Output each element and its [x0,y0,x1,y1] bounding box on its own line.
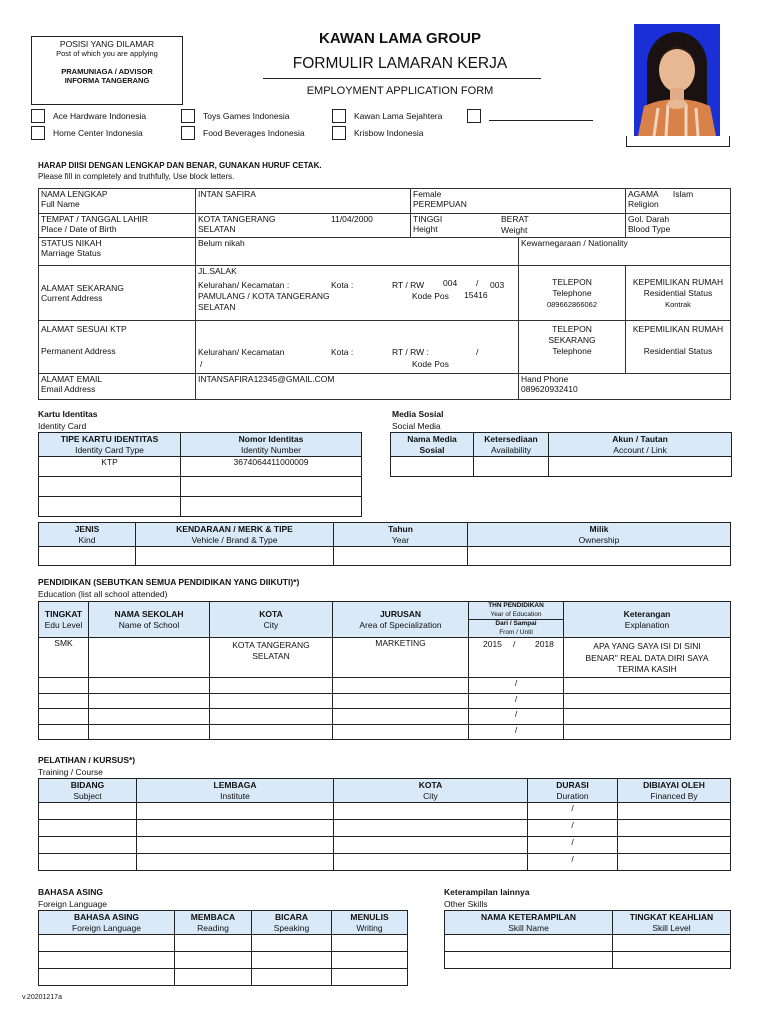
ktp-kota-label: Kota : [331,347,354,357]
phone-label: TELEPON [552,276,592,287]
training-title: PELATIHAN / KURSUS*) [38,755,136,765]
applicant-photo [634,24,720,136]
social-h3: Akun / Tautan [612,433,668,444]
education-table [38,601,731,740]
edu-school[interactable] [89,638,210,678]
company-homecenter: Home Center Indonesia [53,128,143,138]
identity-number[interactable]: 3674064411000009 [181,457,362,477]
edu-h5: THN PENDIDIKAN [488,602,544,609]
marital-value[interactable]: Belum nikah [196,238,519,266]
edu-cell[interactable] [564,724,731,740]
company-toys: Toys Games Indonesia [203,111,290,121]
vehicle-cell[interactable] [136,547,334,566]
identity-cell[interactable] [181,477,362,497]
lang-cell[interactable] [332,935,408,952]
lang-h2: MEMBACA [190,911,236,922]
address-rt[interactable]: 004 [443,278,458,288]
lang-cell[interactable] [39,935,175,952]
ktp-label: ALAMAT SESUAI KTP [41,324,127,334]
religion-label: AGAMA [628,189,659,199]
language-title: BAHASA ASING [38,887,104,897]
train-cell[interactable] [334,803,528,820]
edu-cell[interactable] [39,678,89,694]
lang-h4-en: Writing [356,922,383,933]
edu-until[interactable]: 2018 [535,639,554,649]
edu-cell[interactable] [210,693,333,709]
train-cell[interactable] [137,803,334,820]
ktp-postcode-label: Kode Pos [412,359,449,369]
train-h4: DURASI [556,779,589,790]
edu-cell[interactable] [89,693,210,709]
religion-label-en: Religion [628,199,659,209]
vehicle-cell[interactable] [468,547,731,566]
language-table [38,910,408,986]
position-label: POSISI YANG DILAMAR [59,39,155,49]
social-h1: Nama Media [407,433,457,444]
lang-h2-en: Reading [197,922,229,933]
address-city[interactable]: PAMULANG / KOTA TANGERANG [198,291,330,301]
phone-label-en: Telephone [552,287,592,298]
edu-cell[interactable] [333,709,469,725]
edu-year-sep: / [469,709,564,725]
ktp-phone-label-2: SEKARANG [548,335,596,345]
train-h3: KOTA [418,779,443,790]
name-label-en: Full Name [41,199,80,209]
identity-cell[interactable] [181,497,362,517]
vehicle-h1: JENIS [74,523,100,534]
address-rtrw-label: RT / RW [392,280,425,290]
edu-year-sep: / [513,639,516,649]
edu-cell[interactable] [39,709,89,725]
train-h2: LEMBAGA [213,779,257,790]
edu-major[interactable]: MARKETING [333,638,469,678]
portrait-image [634,24,720,136]
ktp-city-sep: / [200,359,203,369]
hp-label: Hand Phone [521,374,569,384]
address-rw-sep: / [476,278,479,288]
email-label: ALAMAT EMAIL [41,374,103,384]
ktp-label-en: Permanent Address [41,346,116,356]
edu-from[interactable]: 2015 [483,639,502,649]
edu-cell[interactable] [89,678,210,694]
edu-cell[interactable] [210,709,333,725]
edu-cell[interactable] [333,693,469,709]
train-cell[interactable] [618,820,731,837]
address-label: ALAMAT SEKARANG [41,283,124,293]
vehicle-h2-en: Vehicle / Brand & Type [191,534,278,545]
social-table [390,432,732,477]
personal-data-table [38,188,731,400]
name-label: NAMA LENGKAP [41,189,108,199]
position-value-2[interactable]: INFORMA TANGERANG [64,76,150,85]
edu-cell[interactable] [39,693,89,709]
train-cell[interactable] [618,837,731,854]
hp-value[interactable]: 089620932410 [521,384,578,394]
edu-h4: JURUSAN [379,608,422,619]
address-street[interactable]: JL.SALAK [198,266,237,276]
edu-cell[interactable] [564,709,731,725]
birth-date[interactable]: 11/04/2000 [331,214,373,224]
train-h2-en: Institute [220,790,250,801]
edu-note-1[interactable]: APA YANG SAYA ISI DI SINI [593,641,701,651]
phone-value[interactable]: 089662866062 [546,299,598,309]
blood-label-en: Blood Type [628,224,671,234]
vehicle-h4-en: Ownership [578,534,620,545]
photo-frame [626,136,730,147]
edu-cell[interactable] [210,678,333,694]
weight-label-en: Weight [501,225,528,235]
identity-type[interactable]: KTP [39,457,181,477]
skill-h1: NAMA KETERAMPILAN [480,911,577,922]
company-kawan: Kawan Lama Sejahtera [354,111,443,121]
edu-cell[interactable] [89,724,210,740]
language-title-en: Foreign Language [38,899,108,909]
lang-cell[interactable] [39,969,175,986]
training-table [38,778,731,871]
identity-cell[interactable] [39,477,181,497]
skill-cell[interactable] [445,952,613,969]
train-cell[interactable] [618,854,731,871]
train-cell[interactable] [334,820,528,837]
vehicle-h1-en: Kind [78,534,96,545]
identity-cell[interactable] [39,497,181,517]
edu-cell[interactable] [210,724,333,740]
train-cell[interactable] [39,854,137,871]
title-divider [263,78,541,79]
address-postcode-label: Kode Pos [412,291,449,301]
edu-city[interactable]: KOTA TANGERANG [232,640,310,650]
ktp-phone-label-en: Telephone [552,346,592,356]
train-duration-sep: / [528,837,618,854]
edu-year-sep: / [469,693,564,709]
name-value[interactable]: INTAN SAFIRA [196,189,411,214]
lang-cell[interactable] [252,935,332,952]
instruction-en: Please fill in completely and truthfully, Use block letters. [38,172,235,181]
vehicle-h3-en: Year [391,534,410,545]
social-cell[interactable] [391,457,474,477]
train-duration-sep: / [528,854,618,871]
company-ace: Ace Hardware Indonesia [53,111,147,121]
train-cell[interactable] [39,803,137,820]
ktp-rtrw-label: RT / RW : [392,347,429,357]
edu-h5-en: Year of Education [490,610,542,618]
train-cell[interactable] [137,837,334,854]
train-cell[interactable] [39,837,137,854]
skill-h2: TINGKAT KEAHLIAN [629,911,714,922]
education-title-en: Education (list all school attended) [38,589,168,599]
edu-h6: Keterangan [623,608,671,619]
checkbox-other[interactable] [467,109,481,123]
vehicle-cell[interactable] [334,547,468,566]
blood-label: Gol. Darah [628,214,670,224]
religion-value[interactable]: Islam [672,189,694,199]
train-cell[interactable] [137,854,334,871]
edu-year-sep: / [469,678,564,694]
edu-year-sep: / [469,724,564,740]
edu-h6-en: Explanation [624,619,670,630]
vehicle-h3: Tahun [388,523,413,534]
vehicle-h2: KENDARAAN / MERK & TIPE [176,523,293,534]
address-city-2[interactable]: SELATAN [198,302,236,312]
train-cell[interactable] [618,803,731,820]
edu-cell[interactable] [564,693,731,709]
lang-h3: BICARA [274,911,309,922]
identity-title-en: Identity Card [38,421,87,431]
checkbox-ace[interactable] [31,109,45,123]
edu-h5-range: Dari / Sampai [495,620,537,627]
weight-label: BERAT [501,214,529,224]
train-h5-en: Financed By [650,790,698,801]
edu-h1-en: Edu Level [44,619,83,630]
checkbox-homecenter[interactable] [31,126,45,140]
lang-cell[interactable] [175,952,252,969]
train-h1-en: Subject [73,790,102,801]
identity-h1-en: Identity Card Type [75,444,144,455]
identity-h2: Nomor Identitas [238,433,304,444]
vehicle-h4: Milik [589,523,609,534]
vehicle-cell[interactable] [39,547,136,566]
ktp-home-label: KEPEMILIKAN RUMAH [632,324,724,334]
ktp-rw-sep: / [476,347,479,357]
train-h1: BIDANG [70,779,105,790]
train-cell[interactable] [39,820,137,837]
train-duration-sep: / [528,820,618,837]
marital-label: STATUS NIKAH [41,238,102,248]
edu-h3-en: City [263,619,279,630]
ktp-phone-label: TELEPON [552,324,592,334]
other-company-line[interactable] [489,120,593,121]
edu-cell[interactable] [333,724,469,740]
birth-label: TEMPAT / TANGGAL LAHIR [41,214,149,224]
lang-cell[interactable] [175,969,252,986]
home-value[interactable]: Kontrak [665,299,691,309]
position-label-en: Post of which you are applying [56,49,158,58]
skill-cell[interactable] [445,935,613,952]
skills-title-en: Other Skills [444,899,488,909]
birth-label-en: Place / Date of Birth [41,224,117,234]
position-value-1[interactable]: PRAMUNIAGA / ADVISOR [61,67,153,76]
train-cell[interactable] [137,820,334,837]
address-kota-label: Kota : [331,280,354,290]
skills-title: Keterampilan lainnya [444,887,530,897]
lang-h1-en: Foreign Language [71,922,141,933]
train-h5: DIBIAYAI OLEH [643,779,705,790]
checkbox-krisbow[interactable] [332,126,346,140]
edu-note-2[interactable]: BENAR" REAL DATA DIRI SAYA [585,652,709,663]
ktp-home-label-en: Residential Status [643,346,713,356]
social-h1b: Sosial [419,444,445,455]
train-h4-en: Duration [556,790,589,801]
edu-h5-range-en: From / Until [499,628,533,636]
email-label-en: Email Address [41,384,96,394]
lang-h4: MENULIS [350,911,389,922]
address-kel-label: Kelurahan/ Kecamatan : [198,280,290,290]
training-title-en: Training / Course [38,767,103,777]
train-cell[interactable] [334,854,528,871]
lang-cell[interactable] [39,952,175,969]
identity-h2-en: Identity Number [241,444,301,455]
skill-h2-en: Skill Level [652,922,691,933]
vehicle-table [38,522,731,566]
train-cell[interactable] [334,837,528,854]
form-title: FORMULIR LAMARAN KERJA [292,55,508,72]
edu-h2-en: Name of School [118,619,180,630]
nationality-label: Kewarnegaraan / Nationality [519,238,731,266]
lang-cell[interactable] [252,969,332,986]
edu-h3: KOTA [259,608,283,619]
social-cell[interactable] [474,457,549,477]
lang-cell[interactable] [332,969,408,986]
lang-h3-en: Speaking [273,922,310,933]
skill-cell[interactable] [613,952,731,969]
height-label: TINGGI [413,214,443,224]
education-title: PENDIDIKAN (SEBUTKAN SEMUA PENDIDIKAN YANG DIIKUTI)*) [38,577,300,587]
social-title: Media Sosial [392,409,444,419]
company-name: KAWAN LAMA GROUP [319,30,481,47]
identity-table [38,432,362,517]
address-postcode[interactable]: 15416 [464,290,488,300]
lang-cell[interactable] [332,952,408,969]
edu-h4-en: Area of Specialization [359,619,442,630]
position-box [31,36,183,105]
address-label-en: Current Address [41,293,103,303]
edu-cell[interactable] [564,678,731,694]
home-label-en: Residential Status [643,287,713,298]
checkbox-food[interactable] [181,126,195,140]
checkbox-kawan[interactable] [332,109,346,123]
social-h2-en: Availability [490,444,531,455]
train-duration-sep: / [528,803,618,820]
edu-city-2[interactable]: SELATAN [252,651,290,661]
edu-cell[interactable] [39,724,89,740]
company-food: Food Beverages Indonesia [203,128,305,138]
train-h3-en: City [423,790,438,801]
address-rw[interactable]: 003 [490,280,505,290]
identity-h1: TIPE KARTU IDENTITAS [60,433,159,444]
edu-level[interactable]: SMK [39,638,89,678]
edu-h1: TINGKAT [44,608,83,619]
edu-h2: NAMA SEKOLAH [114,608,184,619]
birth-place-2[interactable]: SELATAN [198,224,236,234]
home-label: KEPEMILIKAN RUMAH [632,276,724,287]
social-cell[interactable] [549,457,732,477]
height-label-en: Height [413,224,438,234]
birth-place[interactable]: KOTA TANGERANG [198,214,276,224]
lang-cell[interactable] [175,935,252,952]
social-title-en: Social Media [392,421,441,431]
edu-cell[interactable] [89,709,210,725]
form-subtitle: EMPLOYMENT APPLICATION FORM [306,85,494,97]
lang-h1: BAHASA ASING [73,911,139,922]
identity-title: Kartu Identitas [38,409,98,419]
sex-value-id[interactable]: PEREMPUAN [413,199,467,209]
skill-cell[interactable] [613,935,731,952]
instruction-id: HARAP DIISI DENGAN LENGKAP DAN BENAR, GUNAKAN HURUF CETAK. [38,161,322,170]
sex-value[interactable]: Female [413,189,442,199]
edu-note-3[interactable]: TERIMA KASIH [617,664,677,674]
ktp-kel-label: Kelurahan/ Kecamatan [198,347,285,357]
social-h3-en: Account / Link [613,444,667,455]
social-h2: Ketersediaan [484,433,538,444]
company-krisbow: Krisbow Indonesia [354,128,424,138]
version-label: v.20201217a [22,994,62,1001]
skill-h1-en: Skill Name [508,922,549,933]
edu-cell[interactable] [333,678,469,694]
checkbox-toys[interactable] [181,109,195,123]
lang-cell[interactable] [252,952,332,969]
skills-table [444,910,731,969]
email-value[interactable]: INTANSAFIRA12345@GMAIL.COM [196,374,519,400]
marital-label-en: Marriage Status [41,248,101,258]
